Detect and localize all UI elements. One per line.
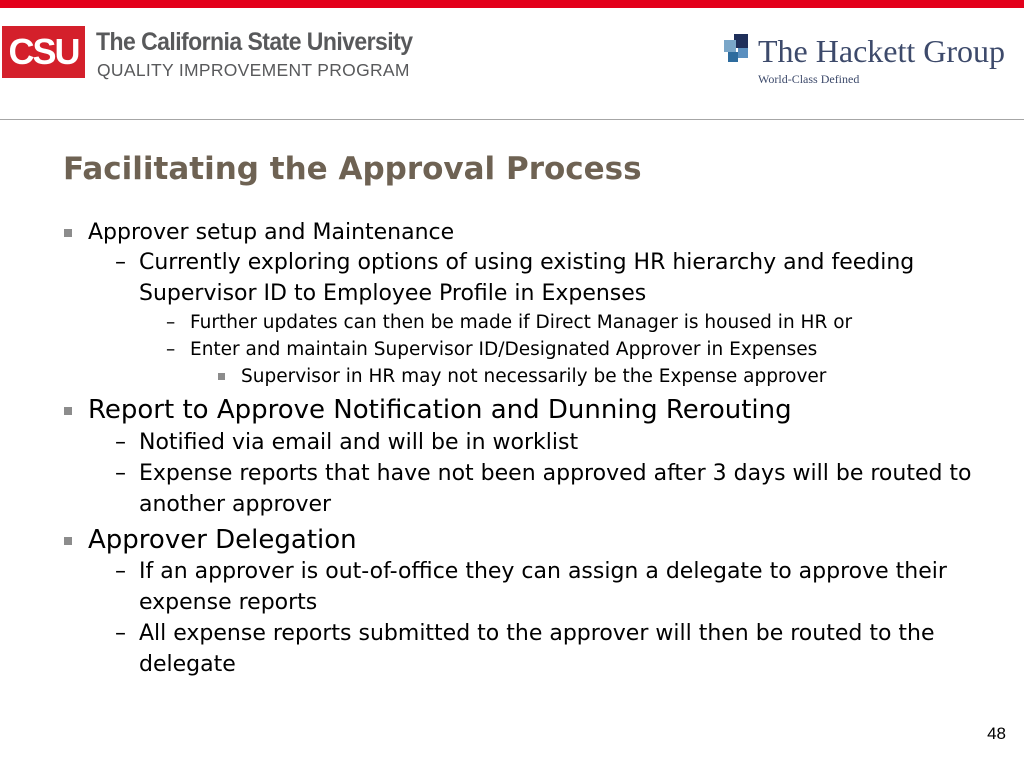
csu-subtitle: QUALITY IMPROVEMENT PROGRAM	[97, 60, 410, 80]
bullet-text: Expense reports that have not been approved after 3 days will be routed to another approver	[139, 460, 972, 517]
dash-bullet-icon: –	[115, 460, 126, 486]
slide-title: Facilitating the Approval Process	[63, 151, 642, 187]
bullet-text: If an approver is out-of-office they can assign a delegate to approve their expense reports	[139, 559, 947, 616]
header-divider	[0, 119, 1024, 120]
bullet-item	[62, 336, 982, 363]
bullet-text: Supervisor in HR may not necessarily be the Expense approver	[241, 365, 827, 387]
dash-bullet-icon: –	[115, 621, 126, 647]
top-accent-bar	[0, 0, 1024, 8]
bullet-text: Approver setup and Maintenance	[88, 220, 455, 245]
bullet-item	[62, 309, 982, 336]
dash-bullet-icon: –	[166, 311, 176, 333]
hackett-tagline: World-Class Defined	[758, 72, 860, 86]
dash-bullet-icon: –	[166, 338, 176, 360]
bullet-item	[62, 556, 982, 618]
page-number: 48	[987, 724, 1006, 743]
bullet-text: Currently exploring options of using existing HR hierarchy and feeding Supervisor ID to Employee Profile in Expenses	[139, 249, 915, 306]
bullet-item	[62, 363, 982, 390]
bullet-item	[62, 247, 982, 309]
bullet-text: Further updates can then be made if Direct Manager is housed in HR or	[190, 311, 853, 333]
hackett-name: The Hackett Group	[758, 33, 1006, 69]
bullet-text: All expense reports submitted to the approver will then be routed to the delegate	[139, 621, 935, 678]
square-bullet-icon	[218, 373, 225, 380]
bullet-item	[62, 618, 982, 680]
csu-logo-text: CSU	[8, 31, 79, 72]
bullet-text: Report to Approve Notification and Dunning Rerouting	[88, 394, 792, 425]
bullet-text: Approver Delegation	[88, 524, 357, 555]
bullet-item	[62, 525, 982, 557]
square-bullet-icon	[64, 229, 72, 237]
bullet-item	[62, 395, 982, 427]
bullet-text: Enter and maintain Supervisor ID/Designated Approver in Expenses	[190, 338, 818, 360]
bullet-list	[62, 220, 982, 680]
dash-bullet-icon: –	[115, 249, 126, 275]
bullet-item	[62, 427, 982, 458]
hackett-squares-icon	[724, 34, 754, 66]
csu-title: The California State University	[96, 28, 413, 56]
square-bullet-icon	[64, 537, 72, 545]
dash-bullet-icon: –	[115, 559, 126, 585]
bullet-text: Notified via email and will be in worklist	[139, 429, 579, 455]
square-bullet-icon	[64, 407, 72, 415]
csu-logo	[2, 26, 85, 78]
bullet-item	[62, 220, 982, 247]
dash-bullet-icon: –	[115, 429, 126, 455]
bullet-item	[62, 458, 982, 520]
